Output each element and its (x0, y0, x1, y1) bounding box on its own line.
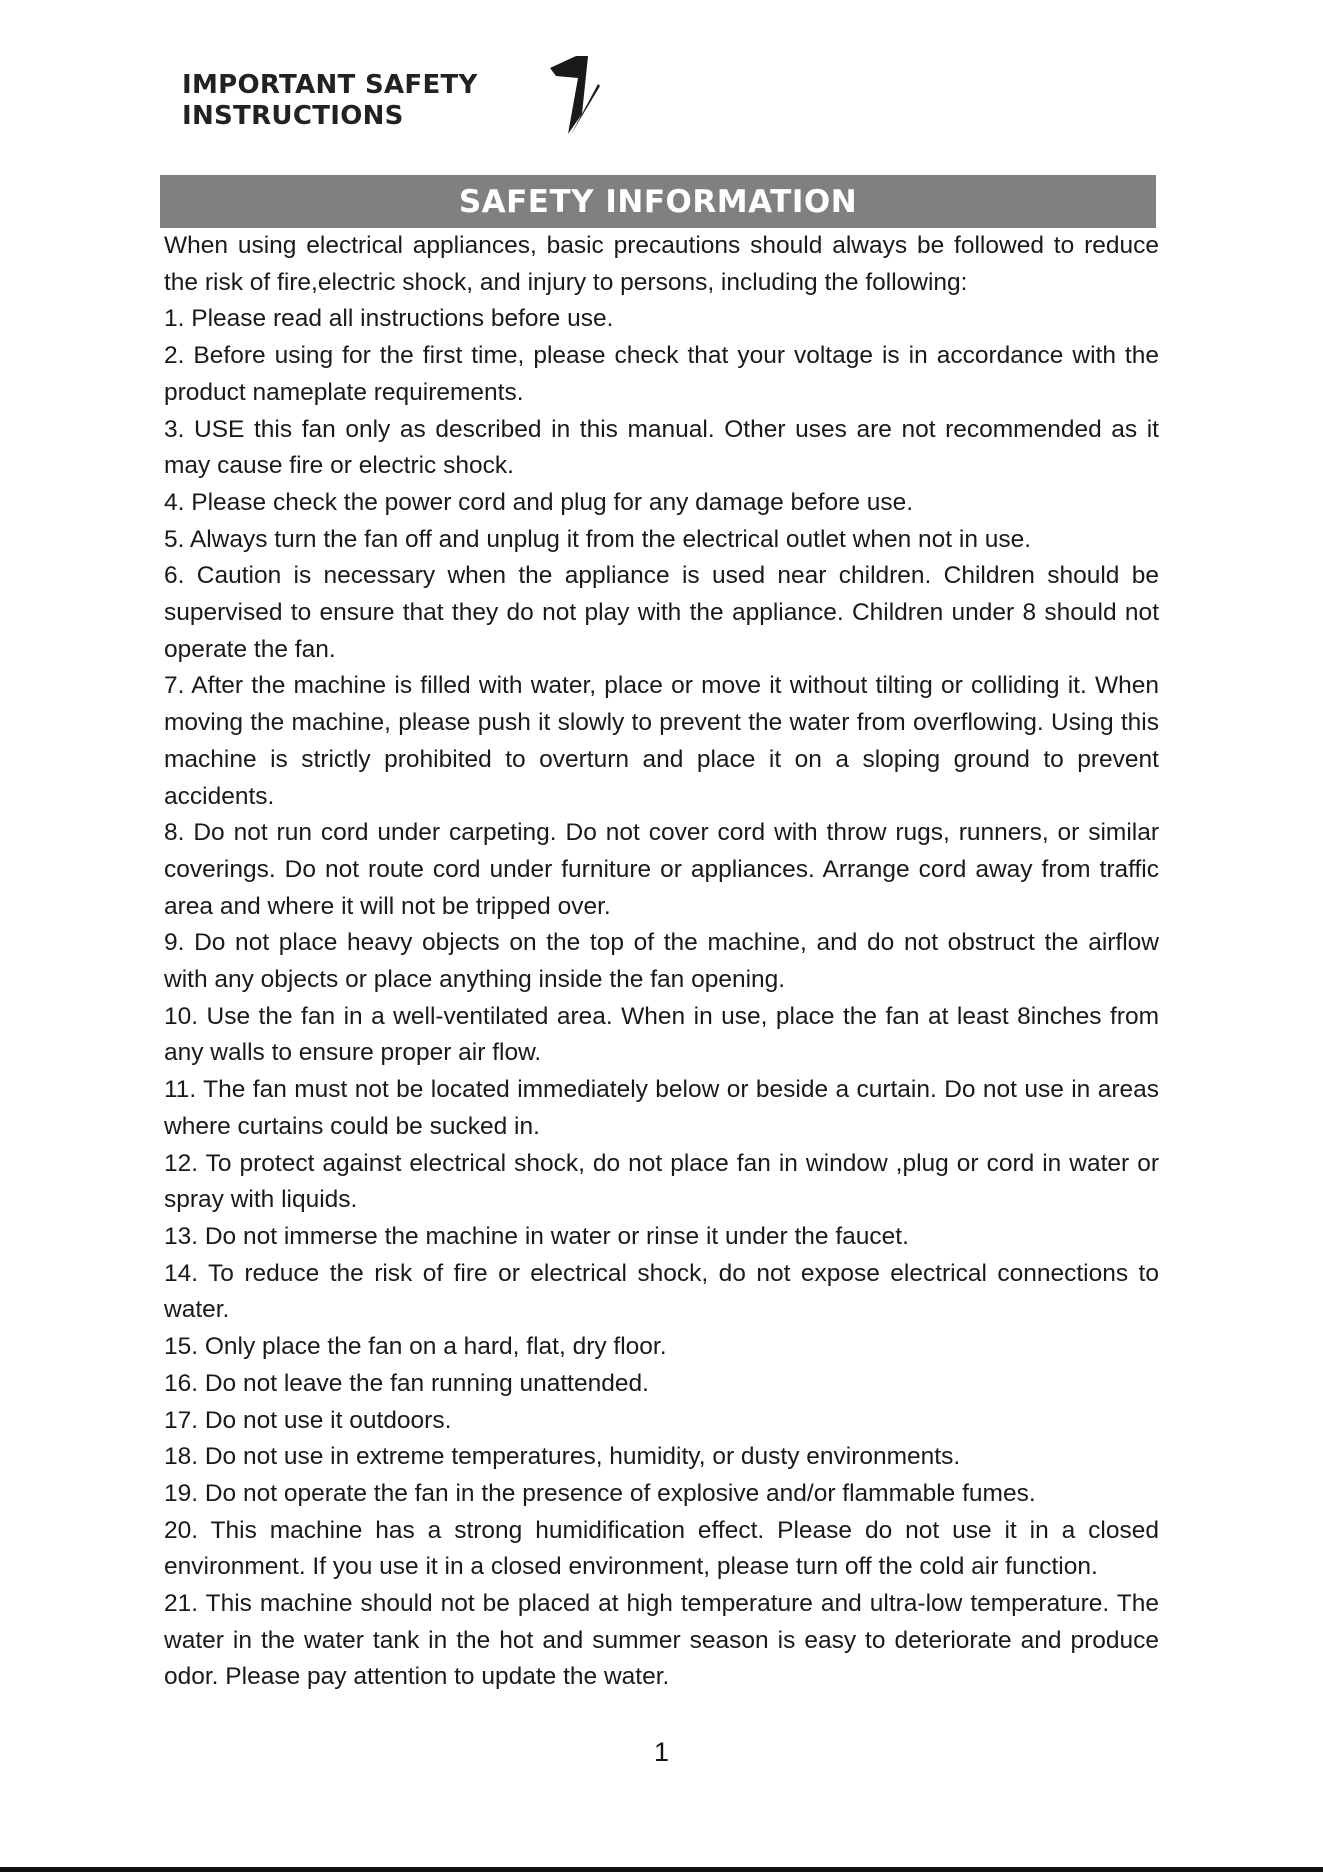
section-title-bar (160, 175, 1156, 228)
safety-item: 15. Only place the fan on a hard, flat, dry floor. (164, 1333, 667, 1361)
intro-paragraph: When using electrical appliances, basic precautions should always be followed to reduce the risk of fire,electric shock, and injury to persons, including the following: (164, 232, 1159, 296)
safety-item: 1. Please read all instructions before use. (164, 305, 614, 333)
safety-item: 8. Do not run cord under carpeting. Do not cover cord with throw rugs, runners, or similar coverings. Do not route cord under furniture or appliances. Arrange cord away from traffic area and where it will not be tripped over. (164, 819, 1159, 920)
safety-item: 12. To protect against electrical shock, do not place fan in window ,plug or cord in water or spray with liquids. (164, 1149, 1159, 1214)
safety-item: 2. Before using for the first time, please check that your voltage is in accordance with the product nameplate requirements. (164, 342, 1159, 406)
section-title: SAFETY INFORMATION (458, 183, 858, 220)
chapter-number-1-icon (548, 52, 608, 138)
safety-item: 3. USE this fan only as described in this manual. Other uses are not recommended as it may cause fire or electric shock. (164, 415, 1159, 480)
safety-item: 17. Do not use it outdoors. (164, 1406, 452, 1434)
safety-content (164, 228, 1159, 1696)
safety-item: 11. The fan must not be located immediately below or beside a curtain. Do not use in areas where curtains could be sucked in. (164, 1076, 1159, 1140)
safety-item: 6. Caution is necessary when the appliance is used near children. Children should be supervised to ensure that they do not play with the appliance. Children under 8 should not operate the fan. (164, 562, 1159, 663)
safety-item: 13. Do not immerse the machine in water or rinse it under the faucet. (164, 1222, 909, 1250)
bottom-border (0, 1867, 1323, 1872)
safety-item: 21. This machine should not be placed at high temperature and ultra-low temperature. The water in the water tank in the hot and summer season is easy to deteriorate and produce odor. Please pay attention to update the water. (164, 1590, 1159, 1691)
document-header (182, 70, 478, 132)
safety-item: 16. Do not leave the fan running unattended. (164, 1369, 649, 1397)
safety-item: 18. Do not use in extreme temperatures, humidity, or dusty environments. (164, 1443, 961, 1471)
safety-item: 14. To reduce the risk of fire or electrical shock, do not expose electrical connections to water. (164, 1259, 1159, 1324)
header-title-line2: INSTRUCTIONS (182, 101, 404, 131)
safety-item: 7. After the machine is filled with water, place or move it without tilting or colliding it. When moving the machine, please push it slowly to prevent the water from overflowing. Using this machine is strictly prohibited to overturn and place it on a sloping ground to prevent accidents. (164, 672, 1159, 810)
safety-item: 20. This machine has a strong humidification effect. Please do not use it in a closed environment. If you use it in a closed environment, please turn off the cold air function. (164, 1516, 1159, 1581)
safety-item: 4. Please check the power cord and plug for any damage before use. (164, 488, 914, 516)
safety-item: 9. Do not place heavy objects on the top of the machine, and do not obstruct the airflow with any objects or place anything inside the fan opening. (164, 929, 1159, 994)
safety-item: 10. Use the fan in a well-ventilated area. When in use, place the fan at least 8inches from any walls to ensure proper air flow. (164, 1002, 1159, 1067)
safety-item: 19. Do not operate the fan in the presence of explosive and/or flammable fumes. (164, 1479, 1036, 1507)
page-number: 1 (653, 1737, 670, 1767)
header-title-line1: IMPORTANT SAFETY (182, 70, 478, 100)
safety-item: 5. Always turn the fan off and unplug it from the electrical outlet when not in use. (164, 525, 1032, 553)
